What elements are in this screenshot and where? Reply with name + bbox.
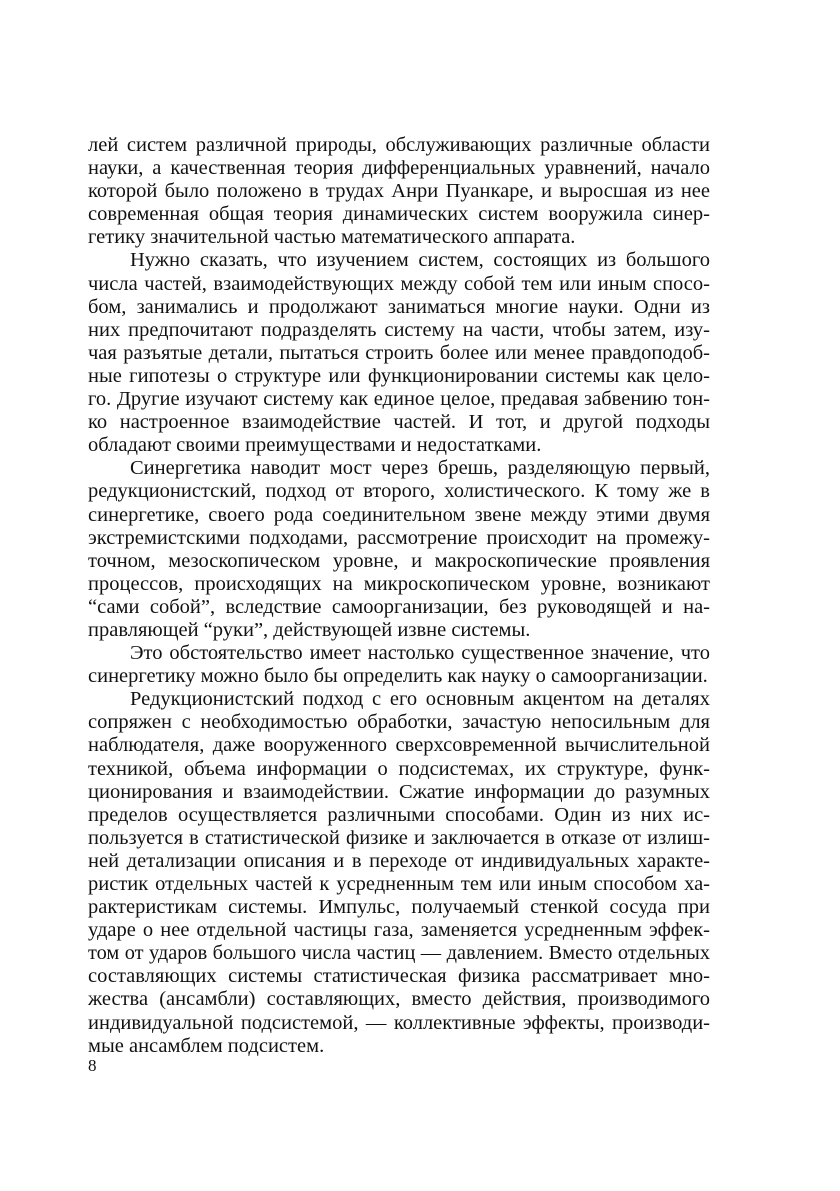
text-line: жества (ансамбли) составляющих, вместо действия, производимого xyxy=(88,988,710,1011)
text-line: пределов осуществляется различными способами. Один из них ис- xyxy=(88,803,710,826)
text-line: ристик отдельных частей к усредненным тем или иным способом ха- xyxy=(88,873,710,895)
text-line: “сами собой”, вследствие самоорганизации, без руководящей и на- xyxy=(88,595,710,618)
text-line: ней детализации описания и в переходе от индивидуальных характе- xyxy=(88,849,710,872)
text-line: числа частей, взаимодействующих между собой тем или иным спосо- xyxy=(88,272,710,295)
text-line: том от ударов большого числа частиц — давлением. Вместо отдельных xyxy=(88,942,710,965)
text-line: обладают своими преимуществами и недостатками. xyxy=(88,434,542,457)
page-number: 8 xyxy=(88,1056,97,1075)
text-line: процессов, происходящих на микроскопическом уровне, возникают xyxy=(88,572,710,595)
text-line: ционирования и взаимодействии. Сжатие информации до разумных xyxy=(88,780,710,803)
text-line: Синергетика наводит мост через брешь, разделяющую первый, xyxy=(130,457,710,480)
text-line: гетику значительной частью математического аппарата. xyxy=(88,226,576,249)
text-line: Редукционистский подход с его основным акцентом на деталях xyxy=(130,688,710,711)
text-line: наблюдателя, даже вооруженного сверхсовременной вычислительной xyxy=(88,734,710,757)
text-line: составляющих системы статистическая физика рассматривает мно- xyxy=(88,965,710,988)
text-line: современная общая теория динамических систем вооружила синер- xyxy=(88,203,710,226)
text-line: го. Другие изучают систему как единое целое, предавая забвению тон- xyxy=(88,388,710,411)
text-line: Нужно сказать, что изучением систем, состоящих из большого xyxy=(130,249,710,272)
text-line: них предпочитают подразделять систему на части, чтобы затем, изу- xyxy=(88,318,710,341)
text-line: синергетике, своего рода соединительном звене между этими двумя xyxy=(88,503,710,526)
text-line: бом, занимались и продолжают заниматься многие науки. Одни из xyxy=(88,295,710,318)
text-line: пользуется в статистической физике и заключается в отказе от излиш- xyxy=(88,826,710,849)
body-text xyxy=(88,134,710,1058)
text-line: синергетику можно было бы определить как науку о самоорганизации. xyxy=(88,665,708,688)
text-line: лей систем различной природы, обслуживающих различные области xyxy=(88,134,710,156)
text-line: индивидуальной подсистемой, — коллективные эффекты, производи- xyxy=(88,1011,710,1034)
text-line: рактеристикам системы. Импульс, получаемый стенкой сосуда при xyxy=(88,896,710,919)
text-line: техникой, объема информации о подсистемах, их структуре, функ- xyxy=(88,757,710,780)
text-line: редукционистский, подход от второго, холистического. К тому же в xyxy=(88,480,710,503)
text-line: ко настроенное взаимодействие частей. И тот, и другой подходы xyxy=(88,411,710,434)
text-line: науки, а качественная теория дифференциальных уравнений, начало xyxy=(88,157,710,180)
text-line: экстремистскими подходами, рассмотрение происходит на промежу- xyxy=(88,526,710,549)
text-line: сопряжен с необходимостью обработки, зачастую непосильным для xyxy=(88,711,710,734)
text-line: ударе о нее отдельной частицы газа, заменяется усредненным эффек- xyxy=(88,919,710,942)
text-line: точном, мезоскопическом уровне, и макроскопические проявления xyxy=(88,549,710,572)
text-line: которой было положено в трудах Анри Пуанкаре, и выросшая из нее xyxy=(88,180,710,203)
text-line: мые ансамблем подсистем. xyxy=(88,1034,325,1057)
text-line: чая разъятые детали, пытаться строить более или менее правдоподоб- xyxy=(88,341,710,364)
text-line: ные гипотезы о структуре или функционировании системы как цело- xyxy=(88,364,710,387)
text-line: правляющей “руки”, действующей извне системы. xyxy=(88,618,531,641)
text-line: Это обстоятельство имеет настолько существенное значение, что xyxy=(130,642,710,665)
